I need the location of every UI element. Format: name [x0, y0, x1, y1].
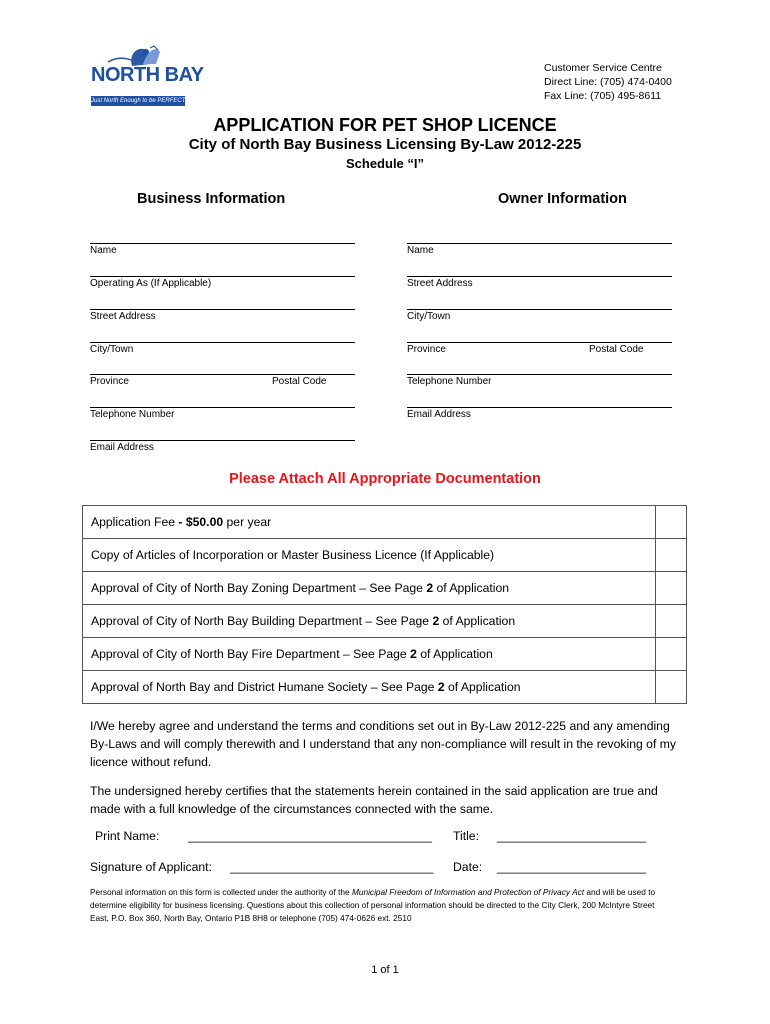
date-label: Date:	[453, 860, 483, 874]
agreement-paragraph: I/We hereby agree and understand the terms and conditions set out in By-Law 2012-225 and any amending By-Laws and will comply therewith and I understand that any non-compliance will result in the revoking of my licence without refund.	[90, 719, 676, 769]
owner-province-postal-field[interactable]	[407, 342, 672, 343]
page-number: 1 of 1	[371, 964, 399, 976]
owner-telephone-field[interactable]	[407, 374, 672, 375]
doc-checkbox[interactable]	[656, 671, 687, 704]
business-province-postal-field[interactable]	[90, 374, 355, 375]
business-email-field[interactable]	[90, 440, 355, 441]
contact-block	[544, 61, 672, 103]
doc-checkbox[interactable]	[656, 506, 687, 539]
doc-checkbox[interactable]	[656, 539, 687, 572]
business-telephone-field[interactable]	[90, 407, 355, 408]
contact-centre: Customer Service Centre	[544, 62, 662, 74]
business-name-label: Name	[90, 245, 117, 256]
owner-street-label: Street Address	[407, 278, 473, 289]
documentation-checklist	[82, 505, 687, 704]
doc-checkbox[interactable]	[656, 605, 687, 638]
owner-name-label: Name	[407, 245, 434, 256]
owner-telephone-label: Telephone Number	[407, 376, 492, 387]
title-field[interactable]: ______________________	[497, 829, 647, 843]
business-province-label: Province	[90, 376, 129, 387]
business-street-field[interactable]	[90, 309, 355, 310]
owner-email-label: Email Address	[407, 409, 471, 420]
signature-field[interactable]: ______________________________	[230, 860, 434, 874]
table-row	[83, 638, 687, 671]
owner-street-field[interactable]	[407, 276, 672, 277]
title-label: Title:	[453, 829, 479, 843]
business-postal-label: Postal Code	[272, 376, 327, 387]
owner-city-field[interactable]	[407, 309, 672, 310]
signature-label: Signature of Applicant:	[90, 860, 212, 874]
business-city-field[interactable]	[90, 342, 355, 343]
business-telephone-label: Telephone Number	[90, 409, 175, 420]
owner-heading: Owner Information	[498, 191, 627, 207]
certification-paragraph: The undersigned hereby certifies that the statements herein contained in the said application are true and made with a full knowledge of the circumstances connected with the same.	[90, 784, 658, 816]
business-street-label: Street Address	[90, 311, 156, 322]
attach-documentation-heading: Please Attach All Appropriate Documentation	[229, 471, 541, 487]
business-heading: Business Information	[137, 191, 286, 207]
logo-wordmark: NORTH BAY	[91, 64, 204, 86]
doc-articles: Copy of Articles of Incorporation or Master Business Licence (If Applicable)	[83, 539, 656, 572]
print-name-field[interactable]: ____________________________________	[188, 829, 433, 843]
doc-checkbox[interactable]	[656, 638, 687, 671]
date-field[interactable]: ______________________	[497, 860, 647, 874]
table-row	[83, 671, 687, 704]
table-row	[83, 539, 687, 572]
business-name-field[interactable]	[90, 243, 355, 244]
business-operating-as-field[interactable]	[90, 276, 355, 277]
owner-province-label: Province	[407, 344, 446, 355]
table-row	[83, 572, 687, 605]
doc-checkbox[interactable]	[656, 572, 687, 605]
form-schedule: Schedule “I”	[345, 156, 425, 171]
owner-city-label: City/Town	[407, 311, 451, 322]
business-city-label: City/Town	[90, 344, 134, 355]
form-title: APPLICATION FOR PET SHOP LICENCE	[213, 115, 557, 135]
doc-building-approval: Approval of City of North Bay Building Department – See Page 2 of Application	[83, 605, 656, 638]
contact-direct-line: Direct Line: (705) 474-0400	[544, 76, 672, 88]
owner-email-field[interactable]	[407, 407, 672, 408]
doc-zoning-approval: Approval of City of North Bay Zoning Department – See Page 2 of Application	[83, 572, 656, 605]
owner-name-field[interactable]	[407, 243, 672, 244]
doc-humane-approval: Approval of North Bay and District Humane Society – See Page 2 of Application	[83, 671, 656, 704]
business-operating-as-label: Operating As (If Applicable)	[90, 278, 212, 289]
privacy-notice: Personal information on this form is collected under the authority of the Municipal Freedom of Information and Protection of Privacy Act and will be used to determine eligibility for business licensing. Questions about this collection of personal information should be directed to the City Clerk, 200 McIntyre Street East, P.O. Box 360, North Bay, Ontario P1B 8H8 or telephone (705) 474-0626 ext. 2510	[90, 887, 656, 923]
logo-tagline: Just North Enough to be PERFECT	[91, 98, 185, 104]
business-email-label: Email Address	[90, 442, 154, 453]
owner-postal-label: Postal Code	[589, 344, 644, 355]
doc-application-fee: Application Fee - $50.00 per year	[83, 506, 656, 539]
print-name-label: Print Name:	[95, 829, 160, 843]
table-row	[83, 506, 687, 539]
table-row	[83, 605, 687, 638]
form-bylaw: City of North Bay Business Licensing By-Law 2012-225	[188, 136, 582, 153]
doc-fire-approval: Approval of City of North Bay Fire Department – See Page 2 of Application	[83, 638, 656, 671]
contact-fax-line: Fax Line: (705) 495-8611	[544, 90, 662, 102]
